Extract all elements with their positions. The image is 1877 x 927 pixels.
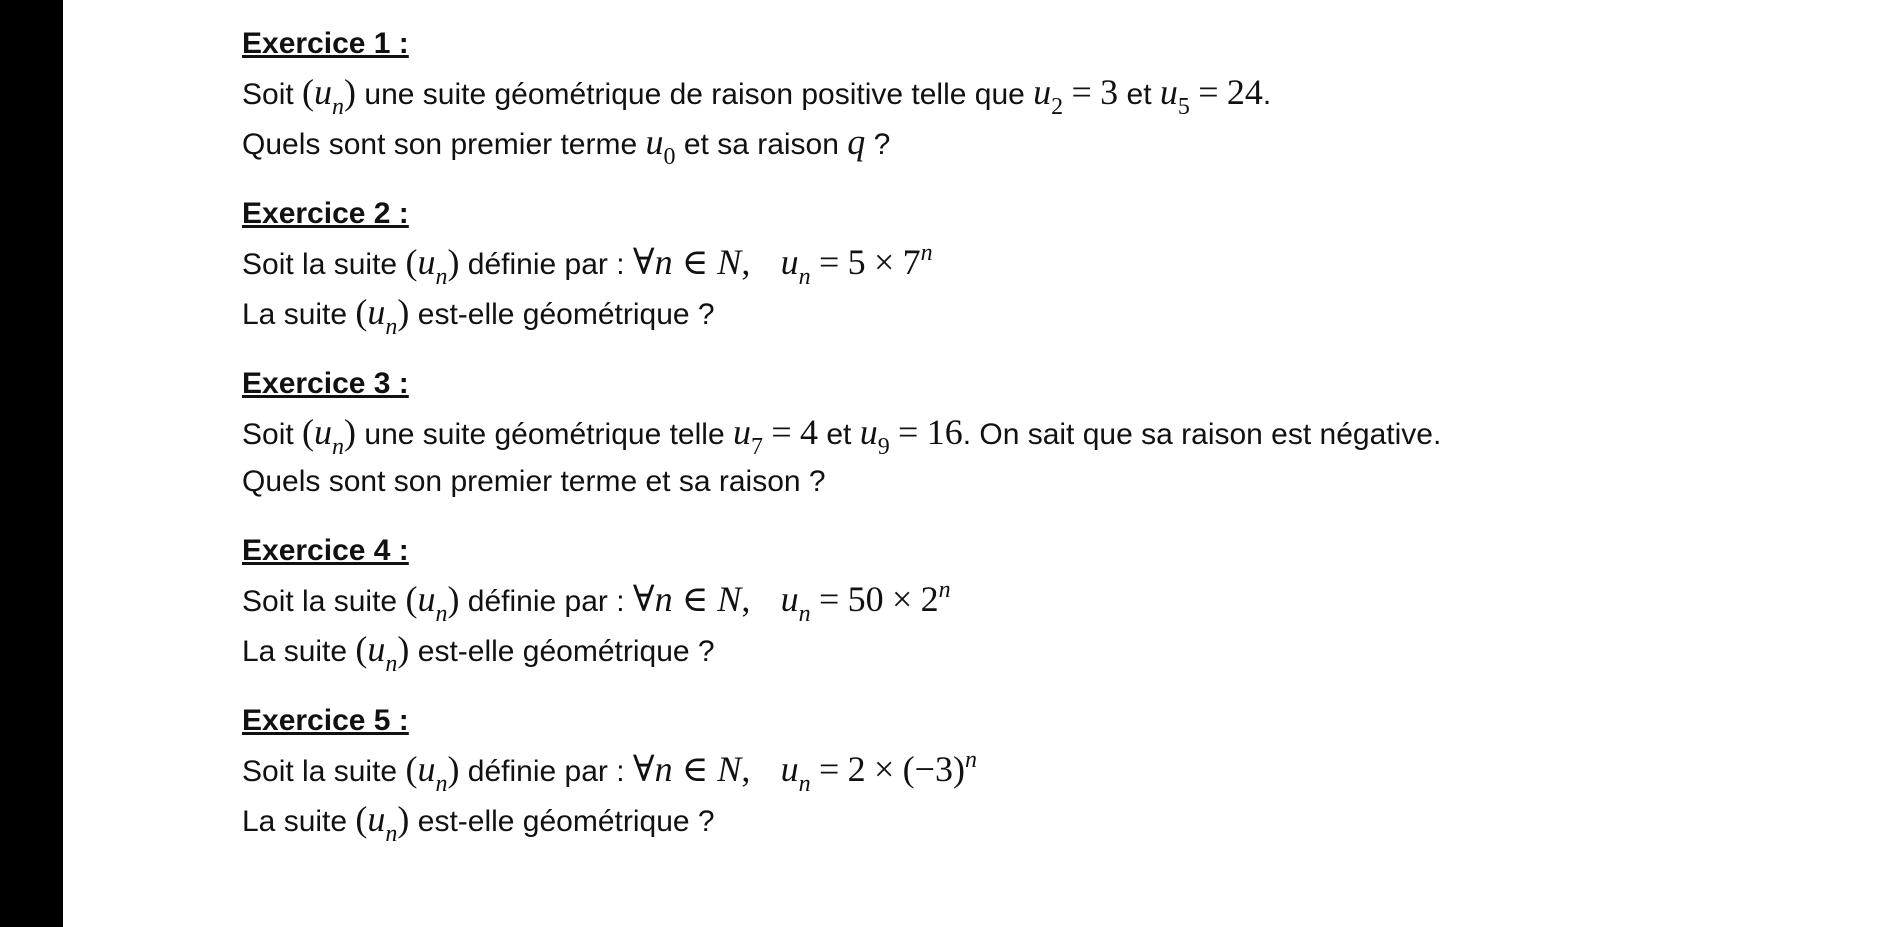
formula-base: (−3) [902,749,965,789]
text: est-elle géométrique ? [417,298,715,331]
math: = [1071,72,1092,112]
text: La suite [242,805,348,838]
text: une suite géométrique de raison positive telle que [364,78,1025,111]
math: × [892,579,913,619]
exercise-1-statement [242,66,1802,121]
math: u [780,579,799,619]
exercise-5 [242,703,1802,847]
exercise-2 [242,196,1802,340]
exercise-1-title: Exercice 1 : [242,27,409,60]
math: = [819,579,840,619]
math: $(u_n)$ [355,629,410,677]
exercise-3-statement [242,406,1802,461]
math: u [1159,72,1178,112]
math: ∀n ∈ N, [632,242,751,282]
exercise-5-question [242,798,1802,847]
text: ? [873,128,891,161]
text: est-elle géométrique ? [417,805,715,838]
math: 2 [1051,94,1064,120]
exercise-5-title: Exercice 5 : [242,704,409,737]
math: = [898,412,919,452]
math: 0 [663,144,676,170]
math: = [771,412,792,452]
exercise-4-question [242,628,1802,677]
math: × [874,749,895,789]
math: u [780,749,799,789]
text: Soit [242,78,294,111]
math: 7 [750,434,763,460]
math: $(u_n)$ [405,749,460,797]
math: u [732,412,751,452]
text: définie par : [467,755,625,788]
formula-base: 7 [902,242,921,282]
math: $(u_n)$ [355,799,410,847]
exercise-3-title: Exercice 3 : [242,367,409,400]
math: = [1198,72,1219,112]
text: La suite [242,298,348,331]
exercise-2-question [242,291,1802,340]
text: et [826,418,852,451]
text: Soit la suite [242,585,398,618]
math: 9 [877,434,890,460]
u7-value: 4 [799,412,818,452]
text: et [1126,78,1152,111]
text: La suite [242,635,348,668]
math: ∀n ∈ N, [632,749,751,789]
exercise-4-statement: Soit la suite $(u_n)$ définie par : ∀n ∈ N, $u_n = 50 \times 2^n$ [242,577,951,627]
formula-factor: 2 [847,749,866,789]
formula-factor: 50 [847,579,884,619]
math: × [874,242,895,282]
exercise-1 [242,26,1802,170]
math: u [859,412,878,452]
exercise-3 [242,366,1802,503]
math: u [780,242,799,282]
exercise-1-question [242,121,1802,170]
exercise-2-title: Exercice 2 : [242,197,409,230]
text: Soit la suite [242,755,398,788]
math: 5 [1177,94,1190,120]
text: Soit [242,418,294,451]
math: $(u_n)$ [355,292,410,340]
u2-value: 3 [1100,72,1119,112]
formula-factor: 5 [847,242,866,282]
math: $(u_n)$ [302,72,357,120]
math: = [819,242,840,282]
exercise-4 [242,533,1802,677]
math: q [847,122,866,162]
text: . [1262,78,1272,111]
math: u [1033,72,1052,112]
text: définie par : [467,585,625,618]
text: une suite géométrique telle [364,418,725,451]
text: est-elle géométrique ? [417,635,715,668]
math: = [819,749,840,789]
left-black-border [0,0,63,927]
math: $(u_n)$ [405,579,460,627]
text: Quels sont son premier terme [242,128,638,161]
math: $(u_n)$ [405,242,460,290]
u5-value: 24 [1226,72,1263,112]
exercise-5-statement: Soit la suite $(u_n)$ définie par : ∀n ∈ N, $u_n = 2 \times (-3)^n$ [242,747,977,797]
math: $(u_n)$ [302,412,357,460]
math: ∀n ∈ N, [632,579,751,619]
document-content [242,26,1802,873]
text: . On sait que sa raison est négative. [962,418,1442,451]
exercise-3-question: Quels sont son premier terme et sa raison ? [242,465,826,498]
exercise-2-statement: Soit la suite $(u_n)$ définie par : ∀n ∈ N, $u_n = 5 \times 7^n$ [242,240,933,290]
exercise-4-title: Exercice 4 : [242,534,409,567]
formula-base: 2 [920,579,939,619]
math: u [645,122,664,162]
text: Soit la suite [242,248,398,281]
text: et sa raison [683,128,839,161]
text: définie par : [467,248,625,281]
u9-value: 16 [926,412,963,452]
